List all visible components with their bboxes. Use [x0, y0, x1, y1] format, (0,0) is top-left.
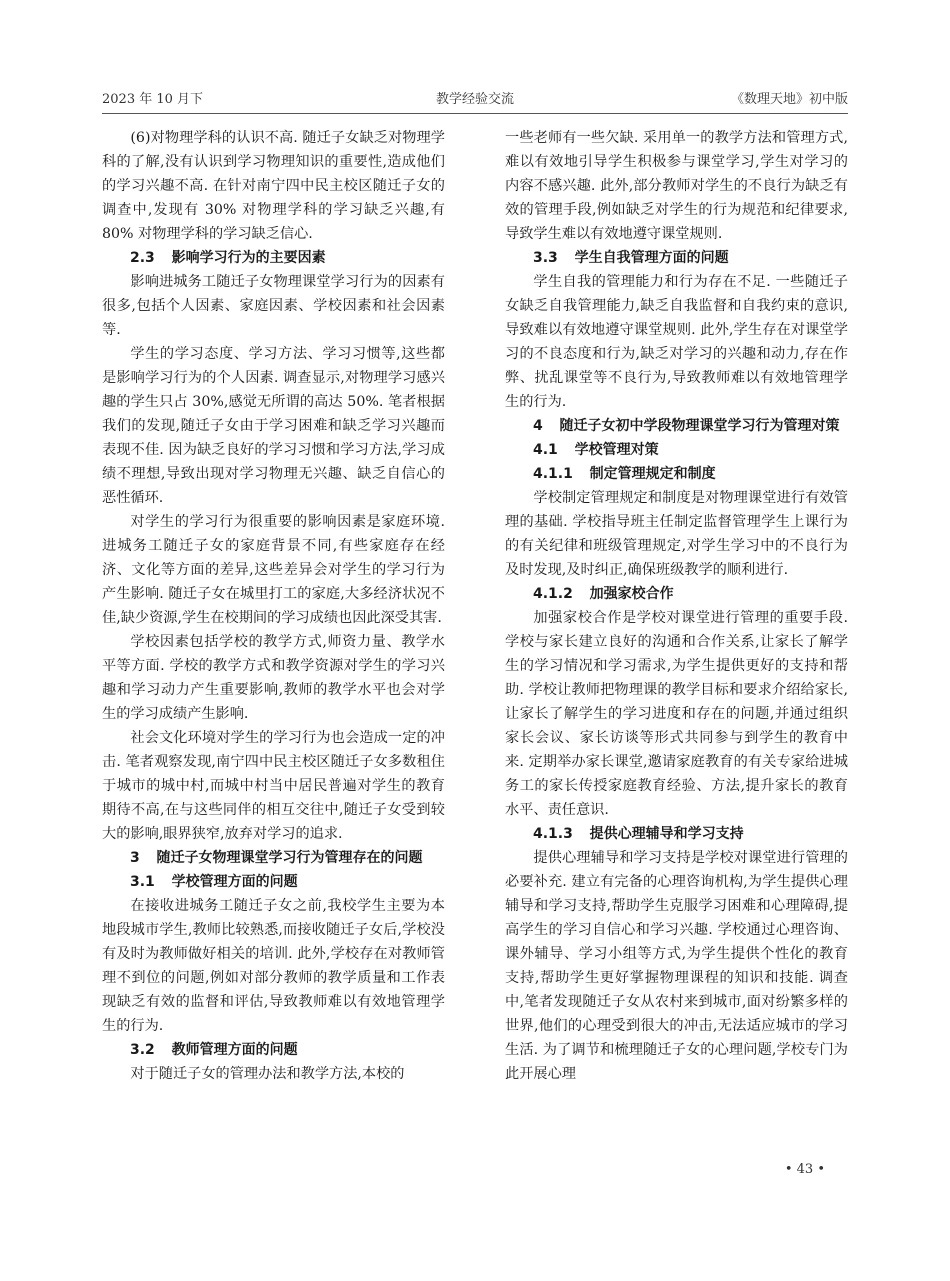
section-title: 教师管理方面的问题	[171, 1042, 298, 1058]
paragraph: 学生的学习态度、学习方法、学习习惯等,这些都是影响学习行为的个人因素. 调查显示,对物理学习感兴趣的学生只占 30%,感觉无所谓的高达 50%. 笔者根据我们的发现,随迁子女由于学习困难和缺乏学习兴趣而表现不佳. 因为缺乏良好的学习习惯和学习方法,学习成绩不理想,导致出现对学习物理无兴趣、缺乏自信心的恶性循环.	[102, 346, 445, 506]
paragraph: 对学生的学习行为很重要的影响因素是家庭环境. 进城务工随迁子女的家庭背景不同,有些家庭存在经济、文化等方面的差异,这些差异会对学生的学习行为产生影响. 随迁子女在城里打工的家庭,大多经济状况不佳,缺少资源,学生在校期间的学习成绩也因此深受其害.	[102, 514, 445, 626]
section-title: 影响学习行为的主要因素	[171, 250, 326, 266]
paragraph: 对于随迁子女的管理办法和教学方法,本校的	[130, 1066, 405, 1082]
section-heading	[505, 246, 848, 270]
paragraph: (6)对物理学科的认识不高. 随迁子女缺乏对物理学科的了解,没有认识到学习物理知识的重要性,造成他们的学习兴趣不高. 在针对南宁四中民主校区随迁子女的调查中,发现有 30% 对物理学科的学习缺乏兴趣,有 80% 对物理学科的学习缺乏信心.	[102, 130, 445, 242]
header-section: 教学经验交流	[435, 92, 514, 107]
right-column	[505, 126, 848, 1086]
paragraph: 在接收进城务工随迁子女之前,我校学生主要为本地段城市学生,教师比较熟悉,而接收随迁子女后,学校没有及时为教师做好相关的培训. 此外,学校存在对教师管理不到位的问题,例如对部分教师的教学质量和工作表现缺乏有效的监督和评估,导致教师难以有效地管理学生的行为.	[102, 898, 445, 1034]
paragraph: 学校制定管理规定和制度是对物理课堂进行有效管理的基础. 学校指导班主任制定监督管理学生上课行为的有关纪律和班级管理规定,对学生学习中的不良行为及时发现,及时纠正,确保班级教学的顺利进行.	[505, 490, 848, 578]
section-title: 学校管理方面的问题	[171, 874, 298, 890]
header-journal: 《数理天地》初中版	[730, 92, 848, 107]
section-heading	[505, 822, 848, 846]
left-column	[102, 126, 445, 1086]
section-heading	[505, 438, 848, 462]
section-title: 学生自我管理方面的问题	[574, 250, 729, 266]
page-number: • 43 •	[784, 1162, 825, 1177]
section-heading	[102, 870, 445, 894]
paragraph: 一些老师有一些欠缺. 采用单一的教学方法和管理方式,难以有效地引导学生积极参与课堂学习,学生对学习的内容不感兴趣. 此外,部分教师对学生的不良行为缺乏有效的管理手段,例如缺乏对学生的行为规范和纪律要求,导致学生难以有效地遵守课堂规则.	[505, 130, 848, 242]
section-number: 3.2	[130, 1042, 155, 1058]
paragraph: 社会文化环境对学生的学习行为也会造成一定的冲击. 笔者观察发现,南宁四中民主校区随迁子女多数租住于城市的城中村,而城中村当中居民普遍对学生的教育期待不高,在与这些同伴的相互交往中,随迁子女受到较大的影响,眼界狭窄,放弃对学习的追求.	[102, 730, 445, 842]
section-title: 随迁子女物理课堂学习行为管理存在的问题	[156, 850, 423, 866]
paragraph: 提供心理辅导和学习支持是学校对课堂进行管理的必要补充. 建立有完备的心理咨询机构,为学生提供心理辅导和学习支持,帮助学生克服学习困难和心理障碍,提高学生的学习自信心和学习兴趣. 学校通过心理咨询、课外辅导、学习小组等方式,为学生提供个性化的教育支持,帮助学生更好掌握物理课程的知识和技能. 调查中,笔者发现随迁子女从农村来到城市,面对纷繁多样的世界,他们的心理受到很大的冲击,无法适应城市的学习生活. 为了调节和梳理随迁子女的心理问题,学校专门为此开展心理	[505, 850, 848, 1082]
section-title: 制定管理规定和制度	[589, 466, 716, 482]
paragraph: 影响进城务工随迁子女物理课堂学习行为的因素有很多,包括个人因素、家庭因素、学校因素和社会因素等.	[102, 274, 445, 338]
section-heading	[505, 582, 848, 606]
section-title: 随迁子女初中学段物理课堂学习行为管理对策	[559, 418, 840, 434]
header-date: 2023 年 10 月下	[102, 92, 204, 107]
section-number: 4	[533, 418, 543, 434]
section-heading	[102, 1038, 445, 1062]
header-rule	[102, 113, 848, 114]
paragraph: 学生自我的管理能力和行为存在不足. 一些随迁子女缺乏自我管理能力,缺乏自我监督和自我约束的意识,导致难以有效地遵守课堂规则. 此外,学生存在对课堂学习的不良态度和行为,缺乏对学习的兴趣和动力,存在作弊、扰乱课堂等不良行为,导致教师难以有效地管理学生的行为.	[505, 274, 848, 410]
section-title: 学校管理对策	[574, 442, 659, 458]
paragraph: 加强家校合作是学校对课堂进行管理的重要手段. 学校与家长建立良好的沟通和合作关系,让家长了解学生的学习情况和学习需求,为学生提供更好的支持和帮助. 学校让教师把物理课的教学目标和要求介绍给家长,让家长了解学生的学习进度和存在的问题,并通过组织家长会议、家长访谈等形式共同参与到学生的教育中来. 定期举办家长课堂,邀请家庭教育的有关专家给进城务工的家长传授家庭教育经验、方法,提升家长的教育水平、责任意识.	[505, 610, 848, 818]
section-heading	[505, 462, 848, 486]
section-number: 4.1.2	[533, 586, 573, 602]
section-title: 加强家校合作	[589, 586, 674, 602]
paragraph: 学校因素包括学校的教学方式,师资力量、教学水平等方面. 学校的教学方式和教学资源对学生的学习兴趣和学习动力产生重要影响,教师的教学水平也会对学生的学习成绩产生影响.	[102, 634, 445, 722]
running-header	[102, 88, 848, 110]
section-heading	[505, 414, 848, 438]
section-title: 提供心理辅导和学习支持	[589, 826, 744, 842]
section-number: 4.1	[533, 442, 558, 458]
section-number: 2.3	[130, 250, 155, 266]
section-heading	[102, 246, 445, 270]
section-number: 4.1.1	[533, 466, 573, 482]
section-number: 3	[130, 850, 140, 866]
section-number: 3.1	[130, 874, 155, 890]
section-number: 4.1.3	[533, 826, 573, 842]
section-number: 3.3	[533, 250, 558, 266]
section-heading	[102, 846, 445, 870]
